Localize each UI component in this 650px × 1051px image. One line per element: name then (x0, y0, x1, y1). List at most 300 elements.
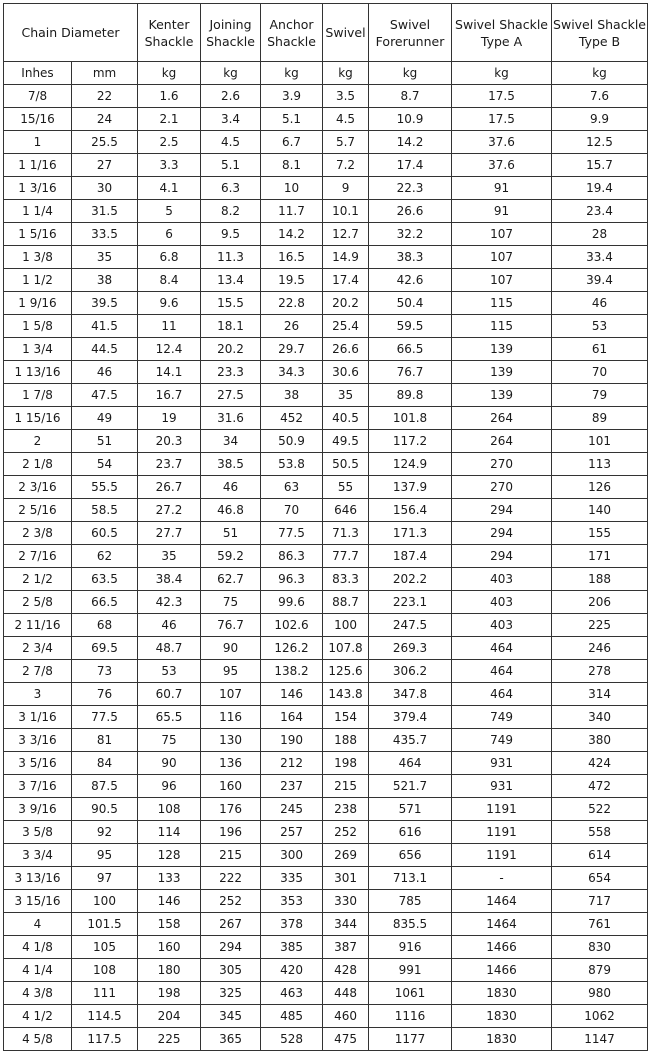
cell-mm: 44.5 (72, 338, 138, 361)
cell-swivel-forerunner: 247.5 (369, 614, 452, 637)
cell-joining-shackle: 62.7 (201, 568, 261, 591)
cell-mm: 76 (72, 683, 138, 706)
cell-swivel: 88.7 (323, 591, 369, 614)
cell-kenter-shackle: 180 (138, 959, 201, 982)
cell-anchor-shackle: 63 (261, 476, 323, 499)
cell-anchor-shackle: 8.1 (261, 154, 323, 177)
cell-swivel: 387 (323, 936, 369, 959)
cell-swivel: 40.5 (323, 407, 369, 430)
cell-swivel-shackle-b: 717 (552, 890, 648, 913)
cell-kenter-shackle: 53 (138, 660, 201, 683)
cell-joining-shackle: 365 (201, 1028, 261, 1051)
table-row (4, 752, 648, 775)
cell-swivel-shackle-a: 1830 (452, 1028, 552, 1051)
cell-anchor-shackle: 53.8 (261, 453, 323, 476)
cell-anchor-shackle: 50.9 (261, 430, 323, 453)
cell-swivel-shackle-a: 464 (452, 660, 552, 683)
cell-swivel-shackle-b: 522 (552, 798, 648, 821)
cell-inches: 1 1/2 (4, 269, 72, 292)
cell-kenter-shackle: 4.1 (138, 177, 201, 200)
cell-swivel-shackle-b: 314 (552, 683, 648, 706)
cell-joining-shackle: 136 (201, 752, 261, 775)
cell-joining-shackle: 6.3 (201, 177, 261, 200)
cell-swivel-forerunner: 656 (369, 844, 452, 867)
table-row (4, 108, 648, 131)
cell-swivel: 428 (323, 959, 369, 982)
header-swivel-shackle-type-b: Swivel Shackle Type B (552, 4, 648, 62)
cell-joining-shackle: 305 (201, 959, 261, 982)
cell-inches: 4 (4, 913, 72, 936)
table-row (4, 292, 648, 315)
cell-swivel-shackle-a: 17.5 (452, 85, 552, 108)
cell-kenter-shackle: 6 (138, 223, 201, 246)
cell-kenter-shackle: 96 (138, 775, 201, 798)
unit-inches: Inhes (4, 62, 72, 85)
cell-kenter-shackle: 160 (138, 936, 201, 959)
cell-inches: 4 1/4 (4, 959, 72, 982)
cell-joining-shackle: 9.5 (201, 223, 261, 246)
cell-joining-shackle: 116 (201, 706, 261, 729)
cell-joining-shackle: 46 (201, 476, 261, 499)
cell-swivel-forerunner: 42.6 (369, 269, 452, 292)
cell-swivel-forerunner: 916 (369, 936, 452, 959)
cell-mm: 68 (72, 614, 138, 637)
cell-joining-shackle: 325 (201, 982, 261, 1005)
cell-anchor-shackle: 5.1 (261, 108, 323, 131)
cell-inches: 2 5/16 (4, 499, 72, 522)
table-row (4, 131, 648, 154)
cell-swivel-shackle-a: 931 (452, 752, 552, 775)
cell-anchor-shackle: 528 (261, 1028, 323, 1051)
cell-mm: 97 (72, 867, 138, 890)
cell-swivel-shackle-a: 294 (452, 499, 552, 522)
cell-swivel-shackle-a: 1191 (452, 821, 552, 844)
table-row (4, 522, 648, 545)
cell-swivel: 344 (323, 913, 369, 936)
header-swivel-shackle-type-a: Swivel Shackle Type A (452, 4, 552, 62)
cell-swivel-shackle-a: 749 (452, 729, 552, 752)
cell-inches: 3 1/16 (4, 706, 72, 729)
cell-swivel-forerunner: 137.9 (369, 476, 452, 499)
cell-swivel-shackle-a: 91 (452, 200, 552, 223)
cell-inches: 3 (4, 683, 72, 706)
cell-mm: 55.5 (72, 476, 138, 499)
cell-kenter-shackle: 26.7 (138, 476, 201, 499)
table-row (4, 798, 648, 821)
cell-swivel-forerunner: 66.5 (369, 338, 452, 361)
cell-anchor-shackle: 6.7 (261, 131, 323, 154)
cell-anchor-shackle: 212 (261, 752, 323, 775)
cell-joining-shackle: 15.5 (201, 292, 261, 315)
table-row (4, 200, 648, 223)
cell-swivel-shackle-a: 115 (452, 292, 552, 315)
cell-swivel: 7.2 (323, 154, 369, 177)
cell-swivel: 154 (323, 706, 369, 729)
cell-joining-shackle: 95 (201, 660, 261, 683)
header-chain-diameter: Chain Diameter (4, 4, 138, 62)
cell-swivel-forerunner: 32.2 (369, 223, 452, 246)
header-joining-shackle: Joining Shackle (201, 4, 261, 62)
cell-swivel-shackle-a: 464 (452, 683, 552, 706)
cell-kenter-shackle: 20.3 (138, 430, 201, 453)
cell-swivel-shackle-b: 7.6 (552, 85, 648, 108)
cell-swivel: 5.7 (323, 131, 369, 154)
cell-anchor-shackle: 102.6 (261, 614, 323, 637)
cell-swivel: 17.4 (323, 269, 369, 292)
table-row (4, 545, 648, 568)
cell-anchor-shackle: 26 (261, 315, 323, 338)
cell-anchor-shackle: 99.6 (261, 591, 323, 614)
cell-inches: 2 11/16 (4, 614, 72, 637)
table-row (4, 614, 648, 637)
cell-joining-shackle: 215 (201, 844, 261, 867)
cell-anchor-shackle: 452 (261, 407, 323, 430)
cell-swivel-forerunner: 835.5 (369, 913, 452, 936)
cell-joining-shackle: 176 (201, 798, 261, 821)
cell-anchor-shackle: 463 (261, 982, 323, 1005)
cell-swivel-shackle-b: 340 (552, 706, 648, 729)
cell-kenter-shackle: 38.4 (138, 568, 201, 591)
cell-swivel-forerunner: 1177 (369, 1028, 452, 1051)
cell-swivel-forerunner: 171.3 (369, 522, 452, 545)
cell-swivel-shackle-b: 206 (552, 591, 648, 614)
cell-inches: 7/8 (4, 85, 72, 108)
cell-joining-shackle: 11.3 (201, 246, 261, 269)
cell-mm: 66.5 (72, 591, 138, 614)
cell-kenter-shackle: 2.5 (138, 131, 201, 154)
cell-swivel-shackle-b: 33.4 (552, 246, 648, 269)
cell-joining-shackle: 75 (201, 591, 261, 614)
table-row (4, 890, 648, 913)
table-row (4, 683, 648, 706)
table-row (4, 844, 648, 867)
cell-swivel-shackle-b: 188 (552, 568, 648, 591)
cell-swivel-shackle-b: 1147 (552, 1028, 648, 1051)
cell-swivel: 269 (323, 844, 369, 867)
cell-kenter-shackle: 11 (138, 315, 201, 338)
cell-swivel: 3.5 (323, 85, 369, 108)
unit-kg: kg (138, 62, 201, 85)
table-row (4, 637, 648, 660)
table-row (4, 223, 648, 246)
cell-swivel-shackle-b: 28 (552, 223, 648, 246)
cell-inches: 3 13/16 (4, 867, 72, 890)
cell-mm: 58.5 (72, 499, 138, 522)
cell-kenter-shackle: 46 (138, 614, 201, 637)
cell-swivel-shackle-b: 53 (552, 315, 648, 338)
cell-swivel: 77.7 (323, 545, 369, 568)
cell-anchor-shackle: 10 (261, 177, 323, 200)
cell-swivel-forerunner: 117.2 (369, 430, 452, 453)
cell-swivel: 49.5 (323, 430, 369, 453)
cell-swivel-forerunner: 464 (369, 752, 452, 775)
cell-mm: 27 (72, 154, 138, 177)
cell-swivel-shackle-a: 464 (452, 637, 552, 660)
cell-swivel-shackle-b: 79 (552, 384, 648, 407)
cell-swivel: 12.7 (323, 223, 369, 246)
cell-inches: 15/16 (4, 108, 72, 131)
table-row (4, 821, 648, 844)
cell-inches: 3 15/16 (4, 890, 72, 913)
cell-swivel: 238 (323, 798, 369, 821)
cell-swivel: 188 (323, 729, 369, 752)
cell-swivel-shackle-a: 1464 (452, 913, 552, 936)
cell-inches: 2 3/16 (4, 476, 72, 499)
cell-swivel: 301 (323, 867, 369, 890)
unit-kg: kg (261, 62, 323, 85)
cell-joining-shackle: 23.3 (201, 361, 261, 384)
table-row (4, 453, 648, 476)
table-row (4, 591, 648, 614)
cell-swivel-shackle-a: 115 (452, 315, 552, 338)
cell-mm: 31.5 (72, 200, 138, 223)
cell-mm: 108 (72, 959, 138, 982)
cell-swivel-shackle-a: 403 (452, 591, 552, 614)
cell-swivel-shackle-a: 37.6 (452, 131, 552, 154)
cell-kenter-shackle: 14.1 (138, 361, 201, 384)
cell-mm: 22 (72, 85, 138, 108)
cell-mm: 30 (72, 177, 138, 200)
cell-joining-shackle: 13.4 (201, 269, 261, 292)
cell-kenter-shackle: 225 (138, 1028, 201, 1051)
cell-swivel: 10.1 (323, 200, 369, 223)
cell-anchor-shackle: 70 (261, 499, 323, 522)
cell-mm: 63.5 (72, 568, 138, 591)
cell-mm: 24 (72, 108, 138, 131)
cell-kenter-shackle: 108 (138, 798, 201, 821)
cell-swivel-shackle-a: 107 (452, 246, 552, 269)
cell-mm: 90.5 (72, 798, 138, 821)
cell-swivel-shackle-b: 830 (552, 936, 648, 959)
cell-swivel-shackle-b: 278 (552, 660, 648, 683)
cell-mm: 84 (72, 752, 138, 775)
cell-mm: 114.5 (72, 1005, 138, 1028)
cell-joining-shackle: 18.1 (201, 315, 261, 338)
cell-joining-shackle: 76.7 (201, 614, 261, 637)
cell-kenter-shackle: 75 (138, 729, 201, 752)
cell-swivel-shackle-a: 1466 (452, 936, 552, 959)
table-row (4, 982, 648, 1005)
cell-mm: 60.5 (72, 522, 138, 545)
cell-inches: 4 1/2 (4, 1005, 72, 1028)
cell-swivel-forerunner: 713.1 (369, 867, 452, 890)
table-row (4, 913, 648, 936)
cell-inches: 3 5/16 (4, 752, 72, 775)
table-row (4, 246, 648, 269)
cell-kenter-shackle: 5 (138, 200, 201, 223)
header-anchor-shackle: Anchor Shackle (261, 4, 323, 62)
cell-swivel-shackle-b: 101 (552, 430, 648, 453)
cell-swivel-shackle-a: 294 (452, 545, 552, 568)
table-body (4, 85, 648, 1051)
cell-mm: 100 (72, 890, 138, 913)
cell-kenter-shackle: 114 (138, 821, 201, 844)
cell-inches: 1 15/16 (4, 407, 72, 430)
cell-swivel-shackle-a: 1830 (452, 982, 552, 1005)
cell-swivel-shackle-b: 113 (552, 453, 648, 476)
cell-swivel: 50.5 (323, 453, 369, 476)
cell-kenter-shackle: 1.6 (138, 85, 201, 108)
cell-swivel-shackle-b: 654 (552, 867, 648, 890)
cell-joining-shackle: 267 (201, 913, 261, 936)
cell-swivel: 55 (323, 476, 369, 499)
cell-anchor-shackle: 237 (261, 775, 323, 798)
cell-inches: 2 1/8 (4, 453, 72, 476)
cell-swivel-forerunner: 17.4 (369, 154, 452, 177)
cell-swivel-shackle-b: 15.7 (552, 154, 648, 177)
table-row (4, 499, 648, 522)
cell-swivel-shackle-a: 294 (452, 522, 552, 545)
cell-swivel-shackle-b: 70 (552, 361, 648, 384)
cell-inches: 1 7/8 (4, 384, 72, 407)
cell-mm: 69.5 (72, 637, 138, 660)
cell-swivel-forerunner: 10.9 (369, 108, 452, 131)
cell-swivel: 83.3 (323, 568, 369, 591)
cell-swivel-forerunner: 571 (369, 798, 452, 821)
cell-swivel-shackle-b: 380 (552, 729, 648, 752)
chain-accessories-weight-table (3, 3, 648, 1051)
cell-kenter-shackle: 48.7 (138, 637, 201, 660)
table-row (4, 706, 648, 729)
cell-swivel: 9 (323, 177, 369, 200)
cell-anchor-shackle: 485 (261, 1005, 323, 1028)
table-row (4, 1005, 648, 1028)
cell-swivel: 475 (323, 1028, 369, 1051)
cell-swivel-shackle-a: 749 (452, 706, 552, 729)
cell-joining-shackle: 38.5 (201, 453, 261, 476)
cell-swivel-shackle-b: 126 (552, 476, 648, 499)
cell-swivel-shackle-a: 264 (452, 407, 552, 430)
cell-swivel: 330 (323, 890, 369, 913)
cell-swivel-forerunner: 223.1 (369, 591, 452, 614)
cell-mm: 111 (72, 982, 138, 1005)
cell-swivel: 107.8 (323, 637, 369, 660)
cell-swivel: 125.6 (323, 660, 369, 683)
cell-swivel: 646 (323, 499, 369, 522)
cell-mm: 41.5 (72, 315, 138, 338)
table-row (4, 315, 648, 338)
cell-inches: 1 3/16 (4, 177, 72, 200)
cell-joining-shackle: 160 (201, 775, 261, 798)
cell-swivel-forerunner: 347.8 (369, 683, 452, 706)
cell-swivel-shackle-b: 1062 (552, 1005, 648, 1028)
cell-mm: 73 (72, 660, 138, 683)
cell-anchor-shackle: 77.5 (261, 522, 323, 545)
table-row (4, 361, 648, 384)
cell-swivel: 30.6 (323, 361, 369, 384)
cell-inches: 4 3/8 (4, 982, 72, 1005)
cell-swivel-forerunner: 26.6 (369, 200, 452, 223)
table-row (4, 568, 648, 591)
cell-mm: 95 (72, 844, 138, 867)
cell-anchor-shackle: 86.3 (261, 545, 323, 568)
cell-inches: 2 3/4 (4, 637, 72, 660)
cell-kenter-shackle: 2.1 (138, 108, 201, 131)
cell-inches: 3 5/8 (4, 821, 72, 844)
unit-mm: mm (72, 62, 138, 85)
cell-swivel: 252 (323, 821, 369, 844)
cell-swivel-forerunner: 269.3 (369, 637, 452, 660)
table-row (4, 660, 648, 683)
cell-kenter-shackle: 9.6 (138, 292, 201, 315)
table-row (4, 775, 648, 798)
cell-swivel-shackle-b: 46 (552, 292, 648, 315)
cell-swivel-shackle-a: 107 (452, 223, 552, 246)
cell-anchor-shackle: 3.9 (261, 85, 323, 108)
cell-swivel-shackle-a: 1466 (452, 959, 552, 982)
cell-swivel: 25.4 (323, 315, 369, 338)
cell-mm: 117.5 (72, 1028, 138, 1051)
unit-kg: kg (552, 62, 648, 85)
cell-kenter-shackle: 16.7 (138, 384, 201, 407)
cell-swivel-forerunner: 101.8 (369, 407, 452, 430)
header-kenter-shackle: Kenter Shackle (138, 4, 201, 62)
cell-swivel-shackle-a: 403 (452, 614, 552, 637)
cell-swivel-forerunner: 89.8 (369, 384, 452, 407)
cell-joining-shackle: 294 (201, 936, 261, 959)
cell-swivel: 215 (323, 775, 369, 798)
cell-anchor-shackle: 300 (261, 844, 323, 867)
cell-swivel-shackle-b: 61 (552, 338, 648, 361)
cell-swivel-forerunner: 616 (369, 821, 452, 844)
cell-inches: 2 1/2 (4, 568, 72, 591)
cell-swivel: 100 (323, 614, 369, 637)
table-row (4, 867, 648, 890)
cell-swivel-shackle-a: - (452, 867, 552, 890)
cell-inches: 2 5/8 (4, 591, 72, 614)
cell-inches: 1 5/16 (4, 223, 72, 246)
cell-inches: 2 7/16 (4, 545, 72, 568)
table-row (4, 729, 648, 752)
cell-swivel-shackle-b: 246 (552, 637, 648, 660)
cell-mm: 62 (72, 545, 138, 568)
cell-anchor-shackle: 11.7 (261, 200, 323, 223)
cell-swivel-forerunner: 1116 (369, 1005, 452, 1028)
cell-inches: 2 3/8 (4, 522, 72, 545)
cell-joining-shackle: 2.6 (201, 85, 261, 108)
cell-swivel-shackle-a: 1464 (452, 890, 552, 913)
cell-anchor-shackle: 19.5 (261, 269, 323, 292)
cell-kenter-shackle: 204 (138, 1005, 201, 1028)
unit-kg: kg (323, 62, 369, 85)
cell-swivel-shackle-b: 140 (552, 499, 648, 522)
cell-swivel-shackle-a: 264 (452, 430, 552, 453)
cell-kenter-shackle: 3.3 (138, 154, 201, 177)
cell-joining-shackle: 59.2 (201, 545, 261, 568)
unit-kg: kg (201, 62, 261, 85)
cell-mm: 35 (72, 246, 138, 269)
units-row (4, 62, 648, 85)
cell-anchor-shackle: 378 (261, 913, 323, 936)
table-row (4, 959, 648, 982)
cell-swivel-forerunner: 22.3 (369, 177, 452, 200)
cell-kenter-shackle: 128 (138, 844, 201, 867)
cell-inches: 1 3/8 (4, 246, 72, 269)
table-row (4, 177, 648, 200)
cell-joining-shackle: 34 (201, 430, 261, 453)
cell-kenter-shackle: 19 (138, 407, 201, 430)
cell-mm: 46 (72, 361, 138, 384)
cell-swivel-shackle-b: 614 (552, 844, 648, 867)
cell-swivel-shackle-a: 1830 (452, 1005, 552, 1028)
cell-joining-shackle: 90 (201, 637, 261, 660)
cell-swivel-shackle-a: 403 (452, 568, 552, 591)
cell-mm: 87.5 (72, 775, 138, 798)
cell-swivel-forerunner: 521.7 (369, 775, 452, 798)
cell-swivel-shackle-b: 558 (552, 821, 648, 844)
cell-anchor-shackle: 22.8 (261, 292, 323, 315)
cell-joining-shackle: 27.5 (201, 384, 261, 407)
